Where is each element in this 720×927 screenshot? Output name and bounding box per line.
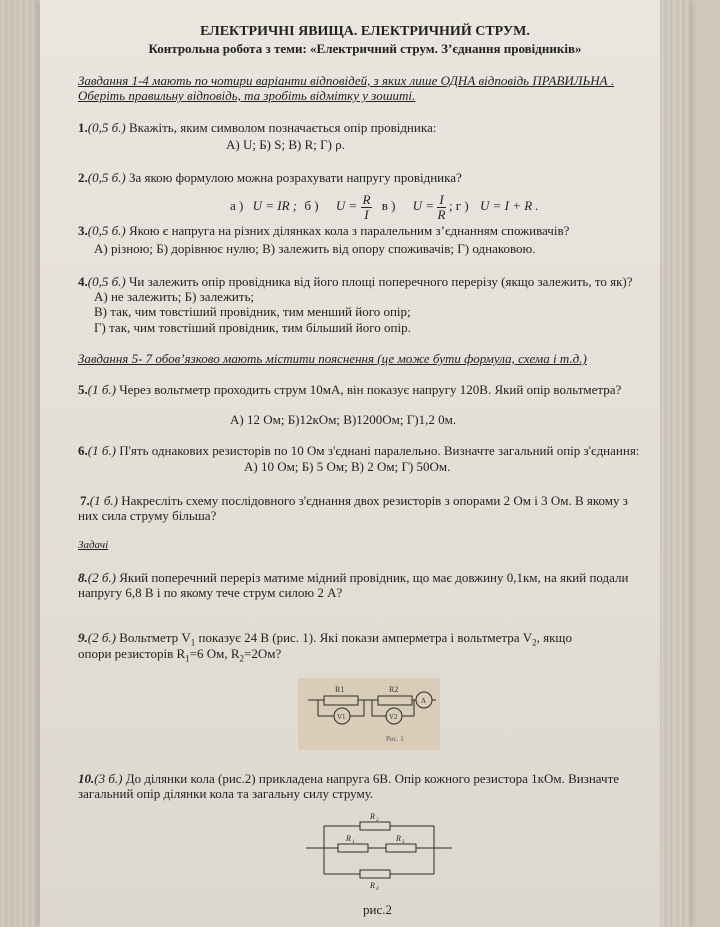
- question-points: (2 б.): [87, 630, 116, 645]
- question-2: [78, 170, 462, 186]
- question-4: [78, 274, 633, 290]
- question-number: 3.: [78, 223, 88, 238]
- question-text: Через вольтметр проходить струм 10мА, він показує напругу 120В. Який опір вольтметра?: [115, 382, 622, 397]
- question-3-options: А) різною; Б) дорівнює нулю; В) залежить від опору споживачів; Г) однаковою.: [94, 241, 536, 256]
- r-left-sub: 1: [352, 840, 355, 845]
- question-text: =6 Ом, R: [189, 646, 240, 661]
- option-a-label: а ): [230, 198, 244, 213]
- question-points: (1 б.): [89, 493, 118, 508]
- question-text: Накресліть схему послідовного з'єднання двох резисторів з опорами 2 Ом і 3 Ом. В якому з: [117, 493, 628, 508]
- question-3: [78, 223, 569, 239]
- question-points: (0,5 б.): [87, 223, 126, 238]
- option-b-fraction: [361, 193, 373, 222]
- r-bottom-label: R: [370, 881, 375, 890]
- question-4-option-row-2: В) так, чим товстіший провідник, тим менший його опір;: [94, 304, 411, 319]
- question-number: 2.: [78, 170, 88, 185]
- question-7-continuation: них сила струму більша?: [78, 508, 217, 523]
- question-number: 7.: [80, 493, 90, 508]
- option-d-label: ; г ): [448, 198, 469, 213]
- figure-1-circuit: [298, 678, 440, 750]
- question-4-option-row-1: А) не залежить; Б) залежить;: [94, 289, 255, 304]
- question-points: (1 б.): [87, 382, 116, 397]
- question-points: (0,5 б.): [87, 274, 126, 289]
- option-c-fraction: [437, 193, 445, 222]
- question-4-option-row-3: Г) так, чим товстіший провідник, тим більший його опір.: [94, 320, 411, 335]
- tasks-header: Задачі: [78, 539, 109, 551]
- question-text: За якою формулою можна розрахувати напругу провідника?: [125, 170, 462, 185]
- question-9-continuation: [78, 646, 281, 667]
- question-8-continuation: напругу 6,8 В і по якому тече струм силою 2 А?: [78, 585, 343, 600]
- figure-2-caption: рис.2: [363, 902, 392, 917]
- question-text: До ділянки кола (рис.2) прикладена напруга 6В. Опір кожного резистора 1кОм. Визначте: [122, 771, 620, 786]
- question-10-continuation: загальний опір ділянки кола та загальну силу струму.: [78, 786, 374, 801]
- question-2-options: [230, 191, 539, 222]
- option-b-lhs: U =: [335, 198, 358, 213]
- instructions-1-4-line1: Завдання 1-4 мають по чотири варіанти відповідей, з яких лише ОДНА відповідь ПРАВИЛЬНА .: [78, 73, 615, 88]
- subscript: 1: [185, 653, 190, 664]
- question-6: [78, 443, 639, 459]
- question-5-options: А) 12 Ом; Б)12кОм; В)1200Ом; Г)1,2 0м.: [230, 412, 457, 427]
- instructions-1-4-line2: Оберіть правильну відповідь, та зробіть відмітку у зошиті.: [78, 88, 416, 103]
- question-10: [78, 771, 619, 787]
- figure-1-caption: Рис. 1: [386, 735, 404, 743]
- option-a-formula: U = IR ;: [252, 198, 298, 213]
- question-text: Який поперечний переріз матиме мідний провідник, що має довжину 0,1км, на який подали: [115, 570, 629, 585]
- ammeter-label: A: [421, 697, 427, 705]
- question-text: показує 24 В (рис. 1). Які покази амперметра і вольтметра V: [195, 630, 533, 645]
- fraction-numerator: I: [439, 191, 444, 207]
- subscript: 2: [239, 653, 245, 664]
- option-c-label: в ): [381, 198, 396, 213]
- question-8: [78, 570, 629, 586]
- r-left-label: R: [346, 834, 351, 843]
- question-text: Якою є напруга на різних ділянках кола з паралельним з’єднанням споживачів?: [125, 223, 570, 238]
- background-right: [660, 0, 690, 927]
- r-right-label: R: [396, 834, 401, 843]
- question-text: Вольтметр V: [115, 630, 191, 645]
- background-left: [0, 0, 40, 927]
- question-number: 9.: [78, 630, 88, 645]
- question-number: 1.: [78, 120, 88, 135]
- question-points: (3 б.): [94, 771, 123, 786]
- subscript: 1: [190, 637, 196, 648]
- question-number: 6.: [78, 443, 88, 458]
- page-subtitle: Контрольна робота з теми: «Електричний струм. З’єднання провідників»: [148, 41, 582, 56]
- question-1-options: А) U; Б) S; В) R; Г) ρ.: [226, 137, 345, 152]
- instructions-5-7: Завдання 5- 7 обов’язково мають містити пояснення (це може бути формула, схема і т.д.): [78, 351, 587, 366]
- option-b-label: б ): [304, 198, 319, 213]
- question-text: , якщо: [536, 630, 572, 645]
- question-number: 8.: [78, 570, 88, 585]
- subscript: 2: [532, 637, 537, 648]
- question-points: (1 б.): [87, 443, 116, 458]
- option-d-formula: U = I + R .: [479, 198, 539, 213]
- question-text: Чи залежить опір провідника від його площі поперечного перерізу (якщо залежить, то як)?: [125, 274, 633, 289]
- fraction-numerator: R: [362, 191, 371, 207]
- question-points: (2 б.): [87, 570, 116, 585]
- r1-label: R1: [335, 685, 345, 694]
- v1-label: V1: [337, 713, 346, 721]
- question-text: =2Ом?: [244, 646, 282, 661]
- question-text: П'ять однакових резисторів по 10 Ом з'єднані паралельно. Визначте загальний опір з'єднання:: [115, 443, 640, 458]
- figure-1: [298, 678, 440, 750]
- r-top-label: R: [370, 812, 375, 821]
- r-bottom-sub: 4: [376, 887, 379, 892]
- page-title: ЕЛЕКТРИЧНІ ЯВИЩА. ЕЛЕКТРИЧНИЙ СТРУМ.: [200, 24, 530, 39]
- question-text: Вкажіть, яким символом позначається опір провідника:: [125, 120, 437, 135]
- question-6-options: А) 10 Ом; Б) 5 Ом; В) 2 Ом; Г) 50Ом.: [244, 459, 451, 474]
- question-number: 4.: [78, 274, 88, 289]
- question-points: (0,5 б.): [87, 170, 126, 185]
- figure-2-circuit: [300, 812, 460, 894]
- question-5: [78, 382, 621, 398]
- fraction-denominator: R: [437, 206, 446, 222]
- question-number: 10.: [78, 771, 95, 786]
- fraction-denominator: I: [364, 206, 369, 222]
- v2-label: V2: [389, 713, 398, 721]
- question-points: (0,5 б.): [87, 120, 126, 135]
- r-top-sub: 2: [376, 818, 379, 823]
- question-1: [78, 120, 436, 136]
- question-7: [80, 493, 628, 509]
- question-text: опори резисторів R: [78, 646, 186, 661]
- r-right-sub: 3: [402, 840, 405, 845]
- question-number: 5.: [78, 382, 88, 397]
- option-c-lhs: U =: [412, 198, 435, 213]
- r2-label: R2: [389, 685, 399, 694]
